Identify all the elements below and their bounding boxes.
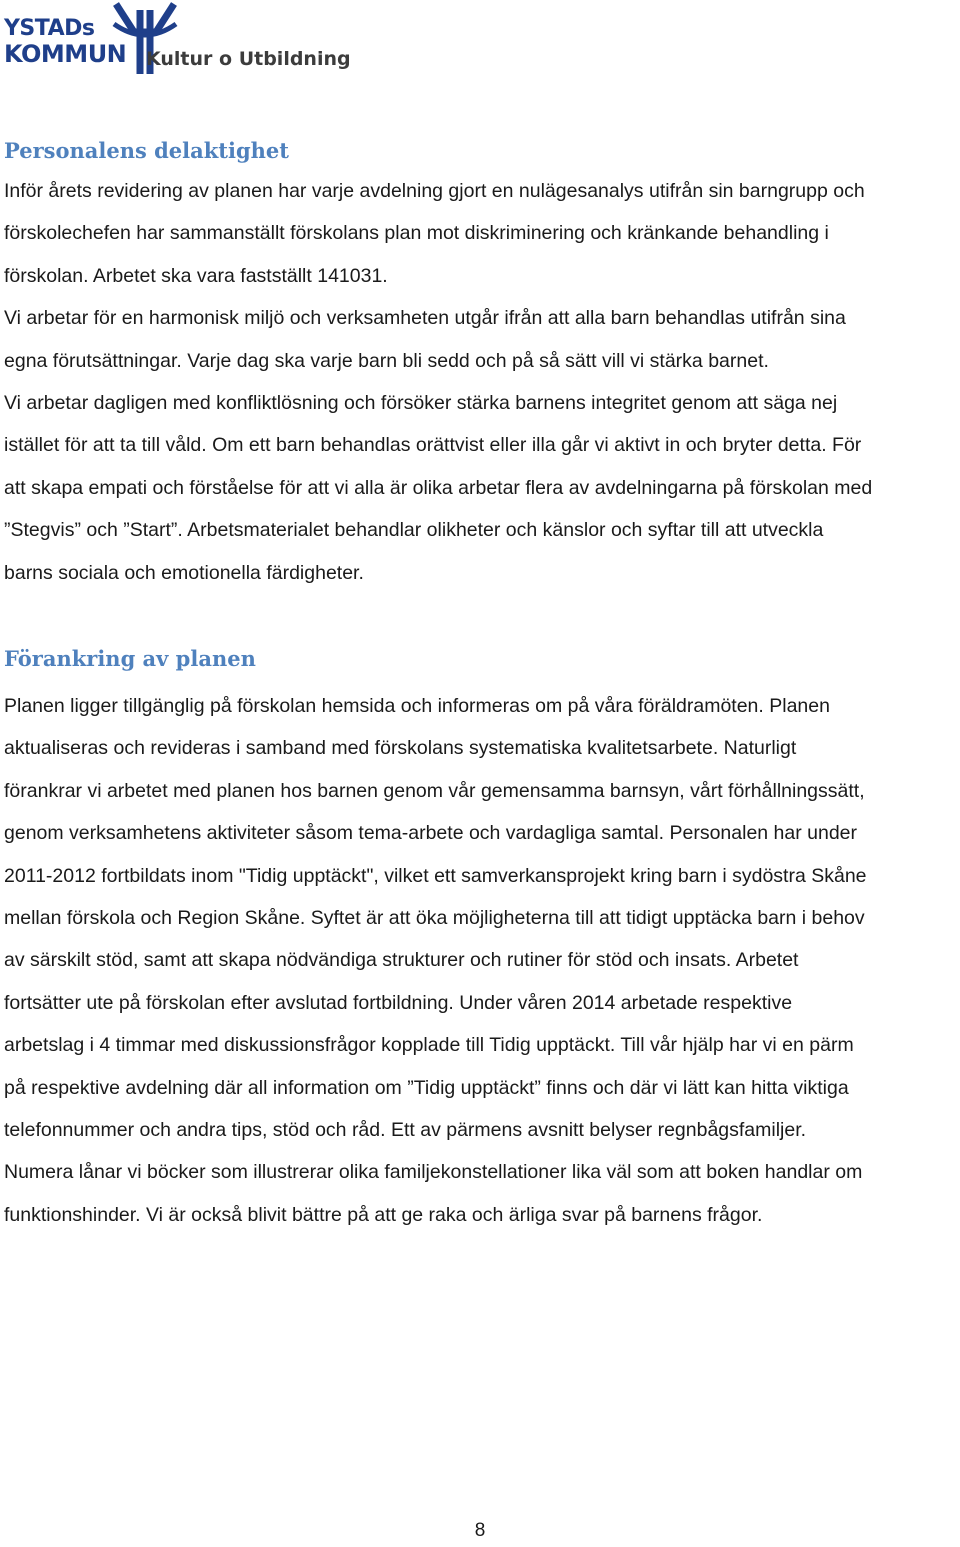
text-line: Inför årets revidering av planen har varje avdelning gjort en nulägesanalys utifrån sin barngrupp och [4,180,865,202]
text-line: egna förutsättningar. Varje dag ska varje barn bli sedd och på så sätt vill vi stärka barnet. [4,349,769,372]
text-line: fortsätter ute på förskolan efter avslutad fortbildning. Under våren 2014 arbetade respektive [4,991,793,1014]
logo-line1: YSTADs [4,16,95,41]
text-line: Vi arbetar för en harmonisk miljö och verksamheten utgår ifrån att alla barn behandlas utifrån sina [4,307,846,330]
text-line: istället för att ta till våld. Om ett barn behandlas orättvist eller illa går vi aktivt in och bryter detta. För [4,434,862,457]
page-number: 8 [474,1520,486,1541]
text-line: 2011-2012 fortbildats inom "Tidig upptäckt", vilket ett samverkansprojekt kring barn i sydöstra Skåne [4,864,867,887]
text-line: Planen ligger tillgänglig på förskolan hemsida och informeras om på våra föräldramöten. Planen [4,695,830,717]
text-line: aktualiseras och revideras i samband med förskolans systematiska kvalitetsarbete. Naturligt [4,737,797,760]
text-line: Vi arbetar dagligen med konfliktlösning och försöker stärka barnens integritet genom att säga nej [4,392,838,415]
text-line: av särskilt stöd, samt att skapa nödvändiga strukturer och rutiner för stöd och insats. Arbetet [4,949,799,972]
text-line: ”Stegvis” och ”Start”. Arbetsmaterialet behandlar olikheter och känslor och syftar till att utveckla [4,519,824,542]
section-heading: Förankring av planen [4,646,256,671]
section-personalens-delaktighet [4,138,956,594]
text-line: på respektive avdelning där all information om ”Tidig upptäckt” finns och där vi lätt kan hitta viktiga [4,1076,849,1099]
text-line: genom verksamhetens aktiviteter såsom tema-arbete och vardagliga samtal. Personalen har under [4,822,858,845]
text-line: att skapa empati och förståelse för att vi alla är olika arbetar flera av avdelningarna på förskolan med [4,476,873,499]
header-logo [4,2,351,76]
section-forankring-av-planen [4,646,956,1236]
text-line: funktionshinder. Vi är också blivit bättre på att ge raka och ärliga svar på barnens frågor. [4,1203,763,1226]
logo-subtitle: Kultur o Utbildning [146,48,351,70]
text-line: telefonnummer och andra tips, stöd och råd. Ett av pärmens avsnitt belyser regnbågsfamiljer. [4,1119,807,1142]
text-line: förskolechefen har sammanställt förskolans plan mot diskriminering och kränkande behandling i [4,222,829,245]
text-line: förankrar vi arbetet med planen hos barnen genom vår gemensamma barnsyn, vårt förhållningssätt, [4,779,865,802]
text-line: arbetslag i 4 timmar med diskussionsfrågor kopplade till Tidig upptäckt. Till vår hjälp har vi en pärm [4,1034,854,1057]
logo-line2: KOMMUN [4,40,127,68]
text-line: barns sociala och emotionella färdigheter. [4,561,364,584]
text-line: Numera lånar vi böcker som illustrerar olika familjekonstellationer lika väl som att boken handlar om [4,1161,863,1184]
section-body [4,170,956,594]
section-heading: Personalens delaktighet [4,138,289,163]
section-body [4,685,956,1236]
text-line: mellan förskola och Region Skåne. Syftet är att öka möjligheterna till att tidigt upptäcka barn i behov [4,907,865,930]
text-line: förskolan. Arbetet ska vara fastställt 141031. [4,264,388,287]
